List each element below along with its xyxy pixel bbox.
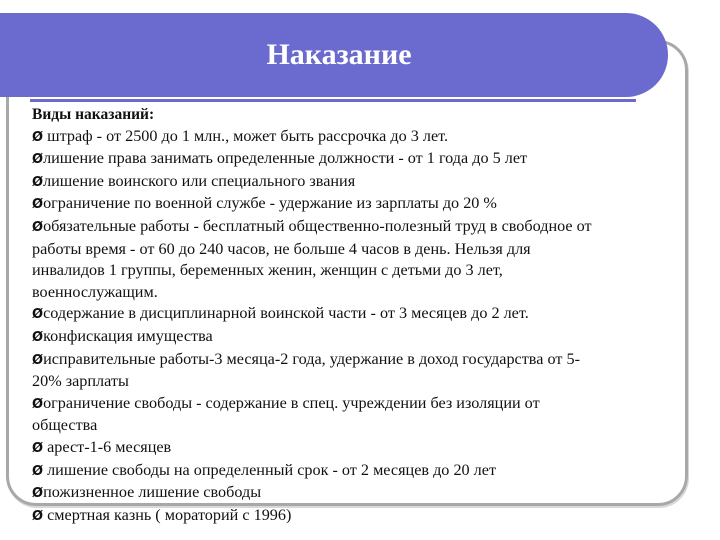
list-item-text: инвалидов 1 группы, беременных женин, женщин с детьми до 3 лет, [32,261,503,280]
arrow-bullet-icon: Ø [32,508,44,524]
list-item-text: военнослужащим. [32,282,158,301]
arrow-bullet-icon: Ø [32,352,44,368]
list-item [32,303,720,326]
arrow-bullet-icon: Ø [32,440,44,456]
arrow-bullet-icon: Ø [32,197,44,213]
punishment-list [32,104,720,527]
list-item [32,193,720,216]
list-item [32,148,720,171]
list-item [32,460,720,483]
arrow-bullet-icon: Ø [32,329,44,345]
list-item-text: обязательные работы - бесплатный общественно-полезный труд в свободное от [43,216,592,235]
arrow-bullet-icon: Ø [32,486,44,502]
list-item [32,126,720,149]
arrow-bullet-icon: Ø [32,174,44,190]
list-item-text: ограничение по военной службе - удержание из зарплаты до 20 % [43,194,497,213]
list-heading: Виды наказаний: [32,106,155,123]
list-item-text: ограничение свободы - содержание в спец. учреждении без изоляции от [43,393,540,412]
list-item [32,393,720,416]
list-item-text: конфискация имущества [43,326,213,345]
list-item-text: общества [32,416,98,435]
list-item-continuation [32,415,720,437]
arrow-bullet-icon: Ø [32,152,44,168]
list-item-text: пожизненное лишение свободы [43,483,262,502]
arrow-bullet-icon: Ø [32,396,44,412]
list-item-text: штраф - от 2500 до 1 млн., может быть рассрочка до 3 лет. [47,126,449,145]
list-item [32,437,720,460]
list-item-text: лишение свободы на определенный срок - от 2 месяцев до 20 лет [47,460,497,479]
title-underline [30,99,636,102]
list-item-text: смертная казнь ( мораторий с 1996) [47,505,292,524]
list-item-continuation [32,260,720,282]
page-title: Наказание [266,38,412,71]
list-item-text: работы время - от 60 до 240 часов, не больше 4 часов в день. Нельзя для [32,239,531,258]
list-item-text: лишение права занимать определенные должности - от 1 года до 5 лет [43,149,528,168]
list-item-text: арест-1-6 месяцев [47,437,172,456]
list-item-text: исправительные работы-3 месяца-2 года, удержание в доход государства от 5- [43,349,580,368]
list-item-text: лишение воинского или специального звания [43,171,356,190]
arrow-bullet-icon: Ø [32,219,44,235]
list-item [32,505,720,528]
list-item [32,349,720,372]
list-item-continuation [32,282,720,304]
list-item [32,482,720,505]
list-item [32,326,720,349]
list-item-continuation [32,371,720,393]
list-item-continuation [32,239,720,261]
arrow-bullet-icon: Ø [32,129,44,145]
list-item [32,171,720,194]
list-item [32,216,720,239]
list-item-text: 20% зарплаты [32,372,129,391]
list-item-text: содержание в дисциплинарной воинской части - от 3 месяцев до 2 лет. [43,304,529,323]
arrow-bullet-icon: Ø [32,307,44,323]
arrow-bullet-icon: Ø [32,463,44,479]
list-lines [32,126,720,528]
